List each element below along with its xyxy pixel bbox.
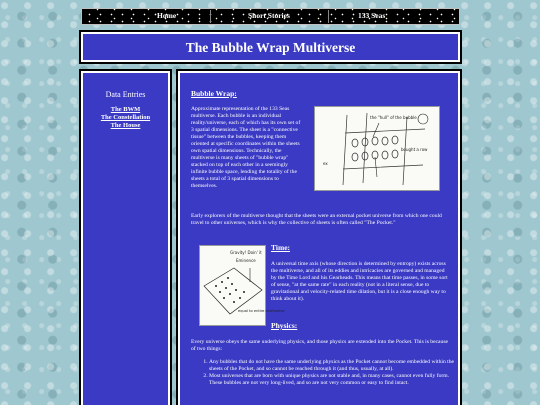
top-navigation-bar <box>81 8 460 25</box>
nav-link-short-stories[interactable]: Short Stories <box>248 11 290 20</box>
bubble-wrap-sketch-drawing <box>315 107 439 190</box>
time-description: A universal time axis (whose direction is determined by entropy) exists across the multiverse, and all of its eddies and intricacies are governed and managed by the Time Lord and his Gearheads. This means that time passes, in some sort of sense, "at the same rate" in each reality (not in a literal sense, due to gravitational and velocity-related time dilation, but it is a close enough way to think about it). <box>271 261 448 302</box>
physics-list <box>197 359 463 387</box>
list-item: 2. Most universes that are born with unique physics are not stable and, in many cases, cannot even fully form. These bubbles are not very long-lived, and so are not very common or easy to find intact. <box>209 373 463 387</box>
section-heading-physics: Physics: <box>271 321 298 330</box>
sketch-label-hull: the "hull" of the bubble <box>370 115 417 120</box>
sidebar-link-constellation[interactable]: The Constellation <box>100 114 151 121</box>
sketch-label-gravity: Gravity! Doin' it <box>230 250 262 255</box>
bubble-wrap-sketch-image <box>314 106 440 191</box>
sidebar <box>81 71 170 405</box>
sketch-label-equal: equal to entire multiverse <box>238 309 285 313</box>
main-content <box>178 71 460 405</box>
sketch-label-row: bought a row <box>401 147 428 152</box>
title-panel <box>81 32 460 62</box>
bubble-wrap-description: Approximate representation of the 133 Seas multiverse. Each bubble is an individual reality/universe, each of which has its own set of 3 spatial dimensions. The sheet is a "connective tissue" between the bubbles, keeping them oriented at specific coordinates within the sheets own spatial dimensions. Technically, the multiverse is many sheets of "bubble wrap" stacked on top of each other in a seemingly infinite bubble space, lending the totality of the sheets a total of 3 spatial dimensions to themselves. <box>191 106 301 189</box>
sketch-label-eminence: Eminence <box>236 258 256 263</box>
page-title: The Bubble Wrap Multiverse <box>185 40 356 55</box>
sidebar-heading: Data Entries <box>105 90 146 99</box>
sidebar-link-house[interactable]: The House <box>110 122 141 129</box>
list-item: 1. Any bubbles that do not have the same underlying physics as the Pocket cannot become embedded within the sheets of the Pocket, and so cannot be reached through it (and thus, usually, at all). <box>209 359 463 373</box>
time-sketch-drawing <box>200 246 285 325</box>
section-heading-time: Time: <box>271 243 291 252</box>
nav-separator <box>328 10 329 23</box>
nav-separator <box>210 10 211 23</box>
section-heading-bubble-wrap: Bubble Wrap: <box>191 89 237 98</box>
sketch-label-ex: ex <box>323 161 328 166</box>
physics-description: Every universe obeys the same underlying physics, and those physics are extended into the Pocket. This is because of two things: <box>191 339 448 352</box>
nav-link-home[interactable]: Home <box>157 11 177 20</box>
sidebar-link-bwm[interactable]: The BWM <box>110 106 141 113</box>
pocket-description: Early explorers of the multiverse thought that the sheets were an external pocket universe from which one could travel to other universes, which is why the collective of sheets is often called "The Pocket." <box>191 213 442 226</box>
nav-link-133-seas[interactable]: 133 Seas <box>358 11 386 20</box>
